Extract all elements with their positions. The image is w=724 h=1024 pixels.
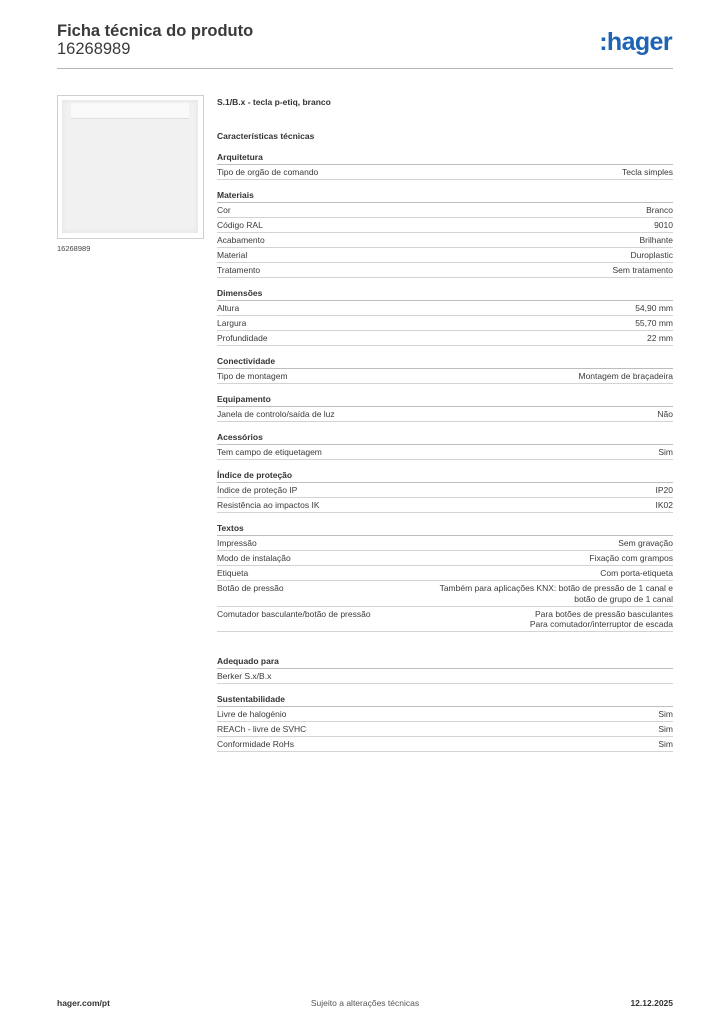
spec-label: Botão de pressão — [217, 583, 284, 593]
section-heading: Dimensões — [217, 288, 673, 301]
specifications — [217, 96, 673, 752]
spec-sections — [217, 152, 673, 752]
document-header — [57, 20, 673, 70]
section-heading: Equipamento — [217, 394, 673, 407]
spec-row — [217, 722, 673, 737]
product-title: S.1/B.x - tecla p-etiq, branco — [217, 97, 331, 107]
spec-value: Sem gravação — [618, 538, 673, 548]
spec-row — [217, 165, 673, 180]
spec-label: Berker S.x/B.x — [217, 671, 272, 681]
spec-row — [217, 498, 673, 513]
spec-row — [217, 316, 673, 331]
spec-value: Fixação com grampos — [589, 553, 673, 563]
section-heading: Adequado para — [217, 656, 673, 669]
section-heading: Acessórios — [217, 432, 673, 445]
footer-website: hager.com/pt — [57, 998, 110, 1008]
spec-value: Branco — [646, 205, 673, 215]
label-field-graphic — [71, 103, 189, 119]
spec-label: Comutador basculante/botão de pressão — [217, 608, 371, 619]
spec-row — [217, 483, 673, 498]
spec-label: Código RAL — [217, 220, 263, 230]
spec-row — [217, 331, 673, 346]
spec-label: Livre de halogénio — [217, 709, 287, 719]
spec-value: IK02 — [655, 500, 673, 510]
spec-value: IP20 — [655, 485, 673, 495]
spec-value: Sem tratamento — [612, 265, 673, 275]
spec-value: Brilhante — [639, 235, 673, 245]
spec-value: 9010 — [654, 220, 673, 230]
spec-label: Tem campo de etiquetagem — [217, 447, 322, 457]
spec-label: Resistência ao impactos IK — [217, 500, 320, 510]
spec-label: Tratamento — [217, 265, 261, 275]
spec-row — [217, 707, 673, 722]
section-heading: Arquitetura — [217, 152, 673, 165]
spec-value: Sim — [658, 447, 673, 457]
spec-row — [217, 581, 673, 607]
spec-row — [217, 445, 673, 460]
hager-logo: :hager — [599, 28, 672, 56]
technical-characteristics-title: Características técnicas — [217, 131, 315, 141]
spec-label: Tipo de orgão de comando — [217, 167, 319, 177]
spec-row — [217, 536, 673, 551]
spec-value: 54,90 mm — [635, 303, 673, 313]
spec-label: REACh - livre de SVHC — [217, 724, 307, 734]
spec-row — [217, 669, 673, 684]
spec-label: Cor — [217, 205, 231, 215]
switch-plate-graphic — [62, 100, 198, 233]
spec-label: Material — [217, 250, 248, 260]
spec-label: Largura — [217, 318, 247, 328]
spec-value: 22 mm — [647, 333, 673, 343]
image-caption: 16268989 — [57, 244, 91, 253]
product-image — [57, 95, 204, 239]
footer-notice: Sujeito a alterações técnicas — [310, 998, 420, 1008]
spec-value: Com porta-etiqueta — [600, 568, 673, 578]
spec-row — [217, 551, 673, 566]
spec-row — [217, 203, 673, 218]
spec-label: Acabamento — [217, 235, 265, 245]
spec-value: Também para aplicações KNX: botão de pressão de 1 canal e botão de grupo de 1 canal — [439, 583, 673, 604]
section-heading: Materiais — [217, 190, 673, 203]
spec-row — [217, 248, 673, 263]
section-heading: Índice de proteção — [217, 470, 673, 483]
document-title: Ficha técnica do produto — [57, 22, 254, 40]
spec-label: Tipo de montagem — [217, 371, 288, 381]
spec-label: Etiqueta — [217, 568, 249, 578]
section-heading: Textos — [217, 523, 673, 536]
section-heading: Conectividade — [217, 356, 673, 369]
spec-row — [217, 369, 673, 384]
footer-date: 12.12.2025 — [630, 998, 673, 1008]
spec-value: Sim — [658, 709, 673, 719]
spec-value: Não — [657, 409, 673, 419]
spec-label: Conformidade RoHs — [217, 739, 295, 749]
spec-label: Profundidade — [217, 333, 268, 343]
spec-row — [217, 218, 673, 233]
spec-value: 55,70 mm — [635, 318, 673, 328]
spec-label: Impressão — [217, 538, 257, 548]
spec-row — [217, 301, 673, 316]
spec-label: Altura — [217, 303, 240, 313]
spec-row — [217, 407, 673, 422]
spec-value: Montagem de braçadeira — [578, 371, 673, 381]
header-divider — [57, 68, 673, 69]
spec-row — [217, 233, 673, 248]
spec-row — [217, 607, 673, 633]
spec-value: Sim — [658, 739, 673, 749]
spec-row — [217, 566, 673, 581]
section-heading: Sustentabilidade — [217, 694, 673, 707]
spec-row — [217, 737, 673, 752]
spec-value: Para botões de pressão basculantes Para comutador/interruptor de escada — [529, 608, 673, 629]
spec-row — [217, 263, 673, 278]
spec-value: Tecla simples — [621, 167, 673, 177]
spec-label: Modo de instalação — [217, 553, 291, 563]
spec-label: Índice de proteção IP — [217, 485, 298, 495]
document-footer — [57, 998, 673, 1010]
spec-label: Janela de controlo/saída de luz — [217, 409, 335, 419]
spec-value: Duroplastic — [630, 250, 673, 260]
product-number: 16268989 — [57, 40, 131, 58]
spec-value: Sim — [658, 724, 673, 734]
